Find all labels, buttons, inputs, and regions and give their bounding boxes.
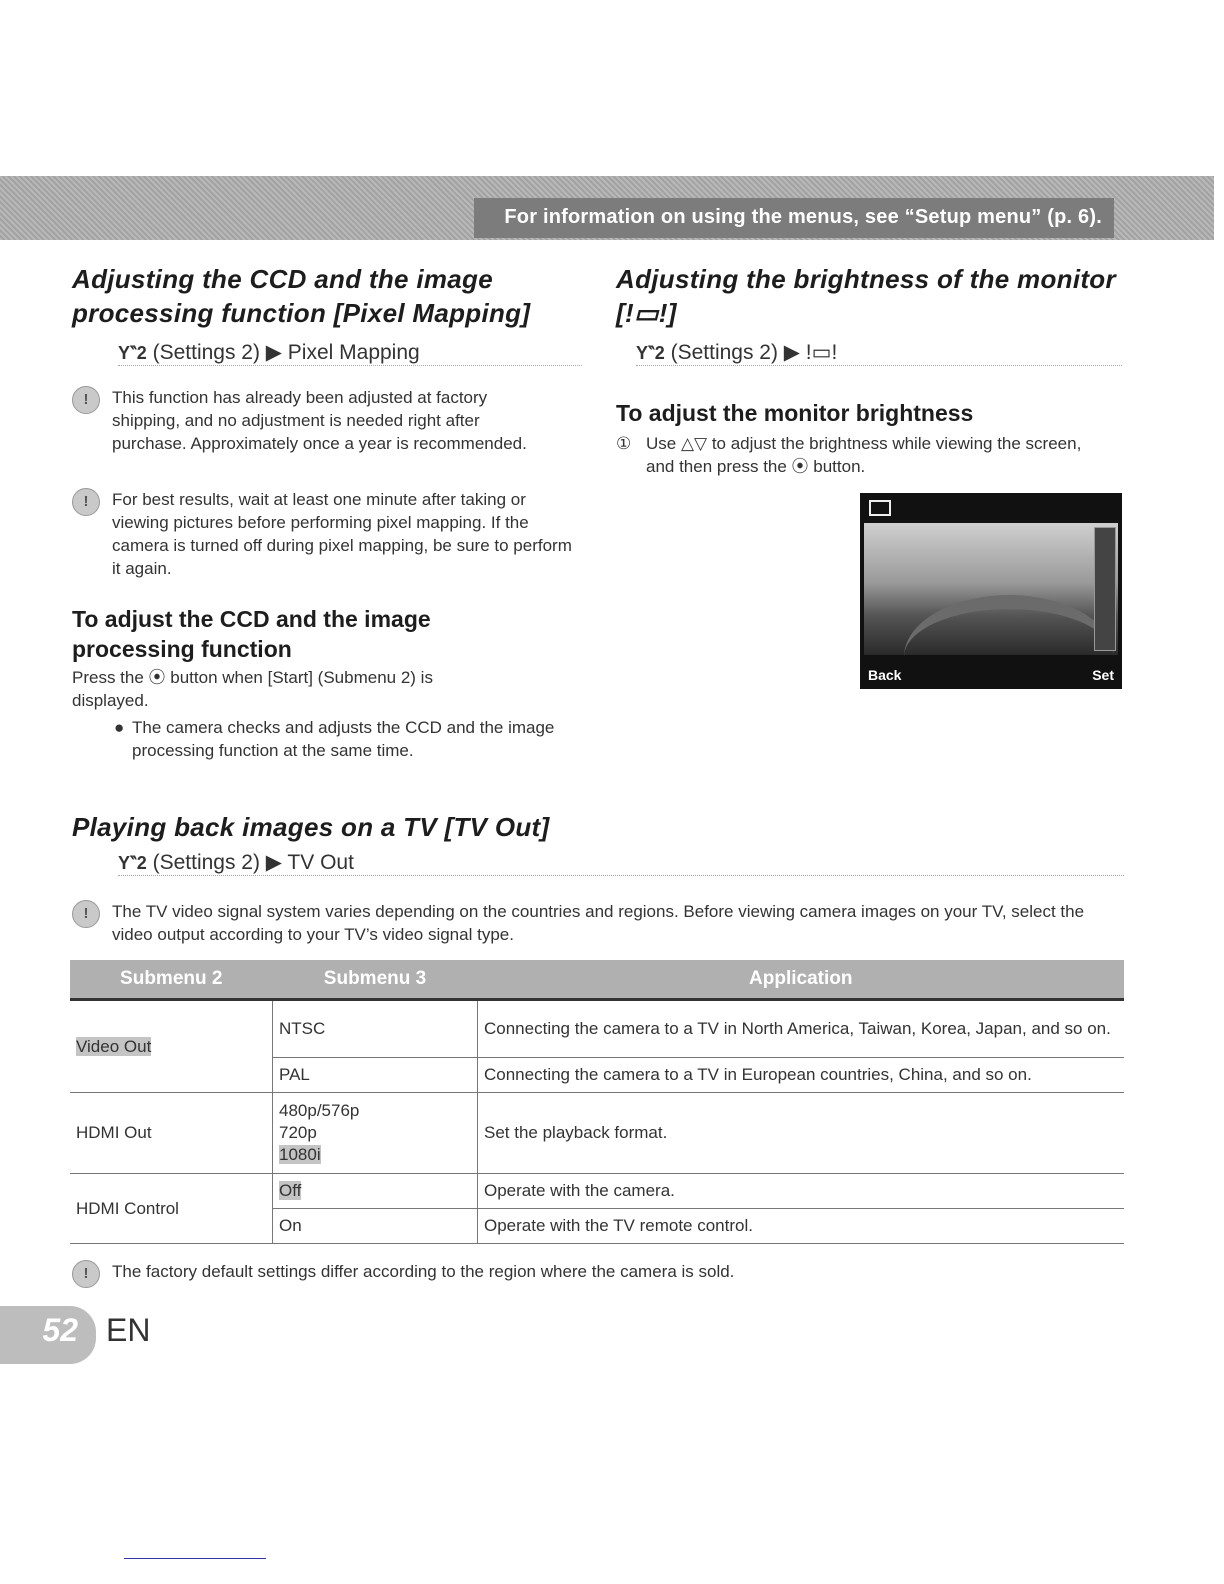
ntsc-cell: NTSC bbox=[273, 1000, 478, 1058]
brightness-title bbox=[616, 262, 1156, 330]
brightness-title-text: Adjusting the brightness of the monitor bbox=[616, 264, 1116, 294]
pixel-note-2-text: For best results, wait at least one minute after taking or viewing pictures before performing pixel mapping. If the camera is turned off during pixel mapping, be sure to perform it again. bbox=[112, 490, 572, 578]
video-out-cell bbox=[70, 1000, 273, 1093]
caution-icon: ! bbox=[72, 386, 100, 414]
table-row bbox=[70, 1093, 1124, 1174]
resolution-720p: 720p bbox=[279, 1123, 317, 1142]
table-row bbox=[70, 1000, 1124, 1058]
pixel-note-1-text: This function has already been adjusted at factory shipping, and no adjustment is needed right after purchase. Approximately once a year is recommended. bbox=[112, 388, 527, 453]
video-out-label: Video Out bbox=[76, 1036, 152, 1056]
pal-cell: PAL bbox=[273, 1058, 478, 1093]
resolution-cell bbox=[273, 1093, 478, 1174]
language-label: EN bbox=[106, 1312, 151, 1348]
hdmi-control-cell: HDMI Control bbox=[70, 1174, 273, 1244]
on-application: Operate with the TV remote control. bbox=[478, 1209, 1125, 1244]
settings-icon: Y‶2 bbox=[118, 853, 147, 873]
settings-icon: Y‶2 bbox=[636, 343, 665, 363]
ccd-adjust-bullet-text: The camera checks and adjusts the CCD and the image processing function at the same time. bbox=[132, 718, 555, 760]
brightness-step bbox=[616, 432, 1106, 478]
bullet-icon: ● bbox=[114, 718, 125, 737]
factory-default-note bbox=[83, 1260, 1112, 1283]
header-submenu-2: Submenu 2 bbox=[70, 960, 273, 1000]
screen-set-label: Set bbox=[1092, 667, 1114, 683]
brightness-path-text: (Settings 2) ▶ !▭! bbox=[670, 341, 838, 364]
settings-icon: Y‶2 bbox=[118, 343, 147, 363]
table-header-row bbox=[70, 960, 1124, 1000]
resolution-480p: 480p/576p bbox=[279, 1101, 360, 1120]
hdmi-out-application: Set the playback format. bbox=[478, 1093, 1125, 1174]
ntsc-application: Connecting the camera to a TV in North America, Taiwan, Korea, Japan, and so on. bbox=[478, 1000, 1125, 1058]
monitor-brightness-heading: To adjust the monitor brightness bbox=[616, 400, 974, 426]
bridge-arch bbox=[904, 595, 1114, 689]
pal-application: Connecting the camera to a TV in European countries, China, and so on. bbox=[478, 1058, 1125, 1093]
tv-out-path bbox=[118, 850, 1124, 876]
pixel-mapping-title-line1: Adjusting the CCD and the image bbox=[72, 264, 493, 294]
pixel-note-2 bbox=[83, 488, 572, 580]
brightness-step-text: Use △▽ to adjust the brightness while viewing the screen, and then press the ⦿ button. bbox=[646, 434, 1082, 476]
resolution-1080i: 1080i bbox=[279, 1145, 321, 1164]
brightness-scale bbox=[1094, 527, 1116, 651]
menu-info-banner bbox=[0, 176, 1214, 240]
page-number: 52 bbox=[42, 1312, 78, 1348]
page-number-tab bbox=[0, 1306, 96, 1364]
pixel-mapping-title bbox=[72, 262, 592, 330]
off-cell bbox=[273, 1174, 478, 1209]
on-cell: On bbox=[273, 1209, 478, 1244]
brightness-icon bbox=[869, 500, 891, 516]
off-label: Off bbox=[279, 1181, 302, 1200]
step-one-icon: ① bbox=[616, 434, 632, 453]
bridge-photo bbox=[864, 523, 1118, 655]
pixel-mapping-path-text: (Settings 2) ▶ Pixel Mapping bbox=[152, 341, 420, 364]
table-row bbox=[70, 1174, 1124, 1209]
tv-out-note bbox=[83, 900, 1112, 946]
brightness-path bbox=[636, 340, 1122, 366]
pixel-note-1 bbox=[83, 386, 552, 455]
pixel-mapping-path bbox=[118, 340, 582, 366]
hdmi-out-cell: HDMI Out bbox=[70, 1093, 273, 1174]
caution-icon: ! bbox=[72, 900, 100, 928]
tv-out-title: Playing back images on a TV [TV Out] bbox=[72, 812, 550, 842]
tv-out-note-text: The TV video signal system varies depending on the countries and regions. Before viewing camera images on your TV, select the video output according to your TV’s video signal type. bbox=[112, 902, 1085, 944]
pixel-mapping-title-line2: processing function [Pixel Mapping] bbox=[72, 298, 531, 328]
caution-icon: ! bbox=[72, 1260, 100, 1288]
tv-out-table bbox=[70, 960, 1124, 1244]
monitor-brightness-icon: [!▭!] bbox=[616, 298, 677, 328]
banner-text: For information on using the menus, see “Setup menu” (p. 6). bbox=[504, 206, 1102, 228]
tv-out-path-text: (Settings 2) ▶ TV Out bbox=[152, 851, 354, 874]
header-application: Application bbox=[478, 960, 1125, 1000]
screen-back-label: Back bbox=[868, 667, 902, 683]
off-application: Operate with the camera. bbox=[478, 1174, 1125, 1209]
ccd-adjust-body: Press the ⦿ button when [Start] (Submenu 2) is displayed. bbox=[72, 668, 433, 710]
footer-rule bbox=[124, 1558, 266, 1559]
ccd-adjust-bullet bbox=[114, 716, 572, 762]
caution-icon: ! bbox=[72, 488, 100, 516]
camera-screen-illustration bbox=[860, 493, 1122, 689]
header-submenu-3: Submenu 3 bbox=[273, 960, 478, 1000]
ccd-adjust-heading: To adjust the CCD and the image processing function bbox=[72, 606, 431, 662]
factory-default-note-text: The factory default settings differ according to the region where the camera is sold. bbox=[112, 1262, 735, 1281]
